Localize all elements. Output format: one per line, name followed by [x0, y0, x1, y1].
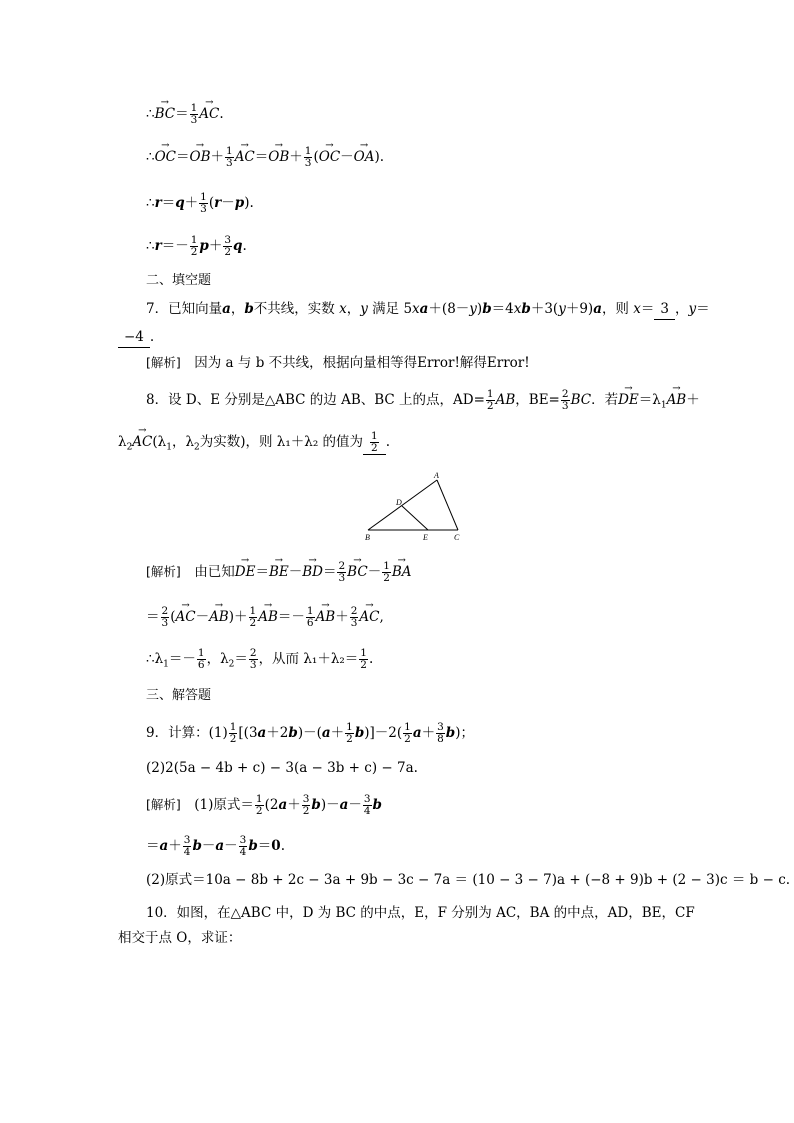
solution-8-line-2: ＝ $\frac{2}{3}$ (→ AC－→ AB)＋ $\frac{1}{2}$ → AB＝－ $\frac{1}{6}$ → AB＋ $\frac{2}{3}$ → AC, [146, 606, 384, 629]
proof-line-3: ∴r＝q＋ $\frac{1}{3}$ (r－p). [146, 191, 254, 215]
solution-8-line-1: [解析] 由已知→ DE＝→ BE－→ BD＝ $\frac{2}{3}$ → BC－ $\frac{1}{2}$ → BA [146, 561, 412, 584]
question-9-part-2: (2)2(5a − 4b + c) − 3(a − 3b + c) − 7a. [146, 760, 418, 776]
solution-8-line-3: $\therefore\lambda_1=-$ $\frac{1}{6}$ ，$\lambda_2=$ $\frac{2}{3}$ ，从而 λ₁＋λ₂＝ $\frac{1}{2}$ . [146, 647, 374, 671]
triangle-figure [360, 470, 470, 545]
solution-9-line-1: [解析] (1)原式＝ $\frac{1}{2}$ (2a＋ $\frac{3}{2}$ b)－a－ $\frac{3}{4}$ b [146, 793, 382, 817]
label-e: E [423, 533, 428, 542]
solution-9-line-3: (2)原式＝10a − 8b + 2c − 3a + 9b − 3c − 7a ＝ (10 − 3 − 7)a + (−8 + 9)b + (2 − 3)c ＝ b − c. [146, 872, 791, 888]
answer-x: 3 [654, 299, 675, 320]
solution-9-line-2: ＝a＋ $\frac{3}{4}$ b－a－ $\frac{3}{4}$ b＝0. [146, 834, 285, 858]
question-10: 10．如图，在△ABC 中，D 为 BC 的中点，E，F 分别为 AC，BA 的中点，AD，BE，CF [146, 905, 695, 921]
segment-de [402, 506, 428, 530]
question-8: 8．设 D、E 分别是△ABC 的边 AB、BC 上的点，AD= $\frac{1}{2}$ AB，BE= $\frac{2}{3}$ BC．若→ $DE=\lambda_1\to AB+$ [146, 389, 700, 416]
section-title-answer: 三、解答题 [146, 688, 212, 703]
question-9-part-1: 9．计算：(1) $\frac{1}{2}$ [(3a＋2b)－(a＋ $\frac{1}{2}$ b)]－2( $\frac{1}{2}$ a＋ $\frac{3}{8}$ b)； [146, 721, 475, 745]
proof-line-4: ∴r＝－ $\frac{1}{2}$ p＋ $\frac{3}{2}$ q. [146, 234, 247, 258]
label-b: B [365, 533, 370, 542]
section-title-fill-in: 二、填空题 [146, 273, 212, 288]
label-a: A [434, 471, 439, 480]
label-c: C [454, 533, 460, 542]
proof-line-2: ∴→ OC＝→ OB＋ $\frac{1}{3}$ → AC＝→ OB＋ $\frac{1}{3}$ (→ OC－→ OA). [146, 146, 384, 169]
side-ab [368, 480, 437, 530]
question-8-cont: $\lambda_2\to AC(\lambda_1$，$\lambda_2$为实数)，则 λ₁＋λ₂ 的值为 $\frac{1}{2}$ . [118, 431, 390, 458]
question-7-answer-y: −4 . [118, 327, 154, 348]
solution-7: [解析] 因为 a 与 b 不共线，根据向量相等得Error!解得Error! [146, 355, 530, 371]
question-7: 7．已知向量a，b不共线，实数 x，y 满足 5xa＋(8－y)b＝4xb＋3(y＋9)a，则 x＝ 3 ，y＝ [146, 299, 710, 320]
answer-y: −4 [118, 327, 150, 348]
proof-line-1: ∴→ BC＝ $\frac{1}{3}$ → AC. [146, 103, 224, 126]
question-10-cont: 相交于点 O，求证： [118, 930, 242, 946]
label-d: D [396, 498, 402, 507]
side-ac [437, 480, 458, 530]
